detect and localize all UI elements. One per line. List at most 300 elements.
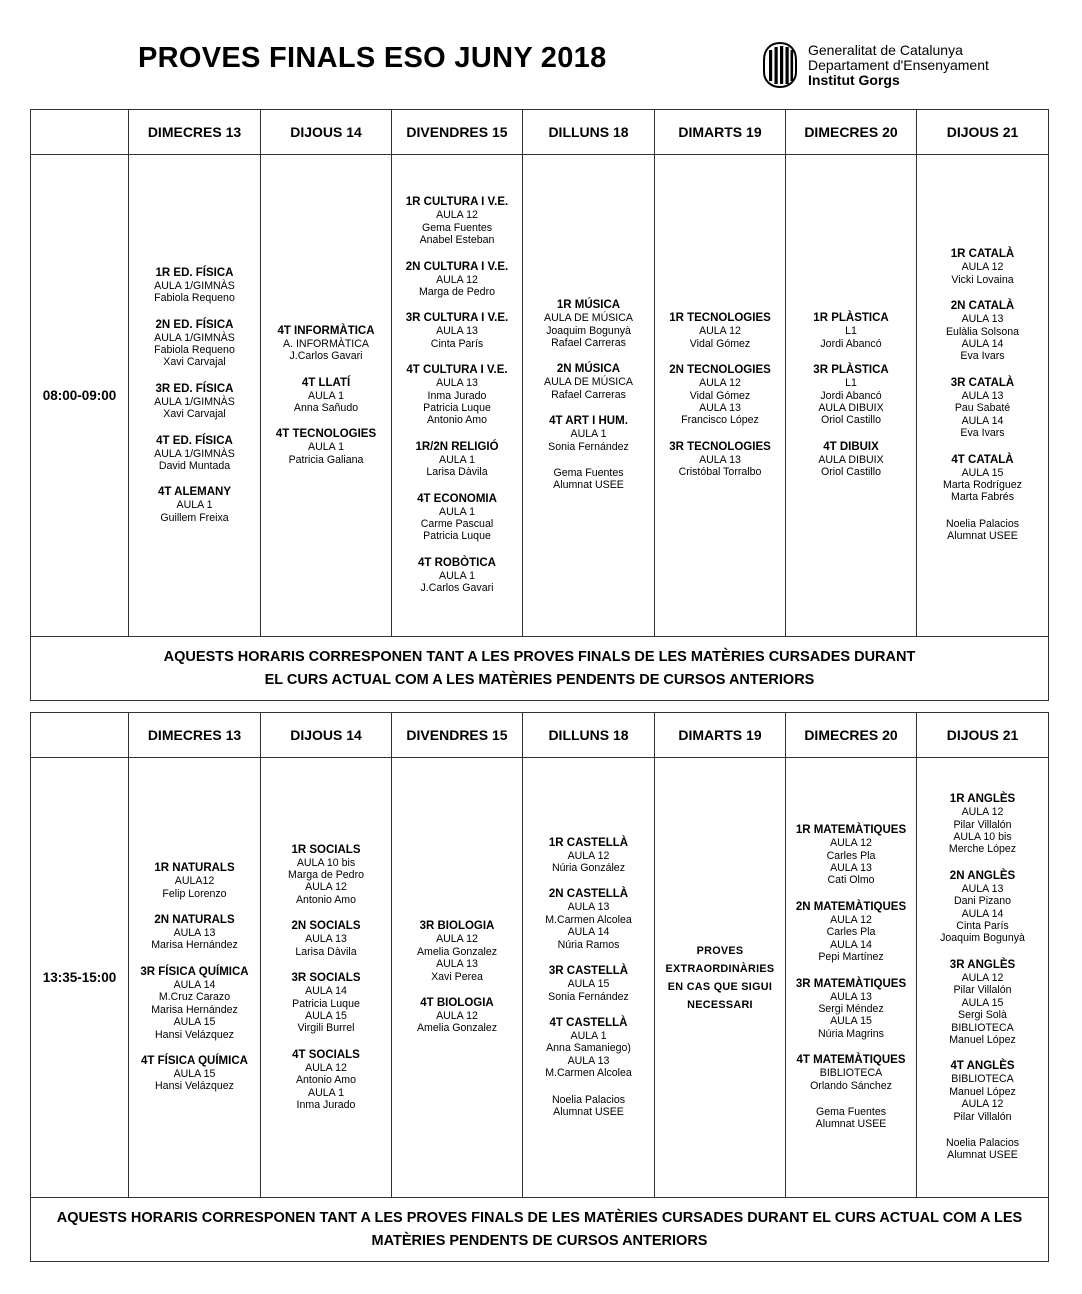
day-header: DILLUNS 18 [523, 110, 655, 155]
entry-gap [261, 906, 391, 920]
exam-detail: AULA 13 [567, 901, 610, 914]
exam-subject: 4T CASTELLÀ [549, 1016, 628, 1029]
exam-subject: 2N ANGLÈS [949, 869, 1016, 882]
exam-subject: 1R ANGLÈS [949, 793, 1016, 806]
exam-detail: AULA 15 [830, 1015, 872, 1028]
exam-detail: Carles Pla [826, 926, 876, 939]
entry-gap [392, 479, 522, 493]
exam-detail: AULA 1 [308, 389, 344, 402]
exam-subject: 4T LLATÍ [301, 376, 351, 389]
exam-detail: Marisa Hernández [151, 1003, 238, 1016]
exam-detail: Cinta París [956, 920, 1009, 933]
exam-detail: AULA 12 [830, 913, 872, 926]
exam-subject: 1R MÚSICA [556, 299, 621, 312]
entry-gap [261, 958, 391, 972]
note-row [31, 1198, 1049, 1262]
exam-subject: 4T SOCIALS [292, 1048, 360, 1061]
exam-detail: AULA 12 [436, 933, 478, 946]
exam-detail: Anna Samaniego) [546, 1042, 631, 1055]
exam-detail: Merche López [948, 843, 1017, 856]
exam-detail: Marta Rodríguez [943, 478, 1022, 491]
exam-cell [392, 155, 523, 637]
entry-gap [392, 427, 522, 441]
entry-gap [523, 401, 654, 415]
exam-detail: Noelia Palacios [945, 1136, 1020, 1149]
exam-subject: 4T ALEMANY [157, 486, 232, 499]
exam-subject: 1R NATURALS [154, 862, 235, 875]
exam-detail: BIBLIOTECA [819, 1067, 883, 1080]
exam-detail: AULA 14 [961, 907, 1004, 920]
exam-detail: Joaquim Bogunyà [940, 932, 1025, 945]
exam-detail: Carles Pla [826, 849, 876, 862]
exam-detail: AULA 1 [570, 1029, 607, 1042]
exam-detail: Hansi Velázquez [155, 1080, 234, 1093]
entry-gap [392, 983, 522, 997]
exam-detail: Alumnat USEE [553, 479, 624, 492]
extraordinary-line: PROVES [696, 944, 744, 957]
exam-detail: AULA 14 [173, 978, 216, 991]
exam-subject: 3R MATEMÀTIQUES [795, 977, 907, 990]
exam-cell [129, 758, 261, 1198]
entry-gap [786, 887, 916, 901]
exam-detail: AULA 15 [961, 996, 1004, 1009]
exam-detail: Marga de Pedro [419, 285, 495, 298]
exam-detail: AULA 1 [570, 428, 607, 441]
entry-gap [129, 421, 260, 435]
exam-detail: AULA 13 [436, 325, 478, 338]
exam-subject: 2N CASTELLÀ [548, 888, 629, 901]
exam-detail: Joaquim Bogunyà [546, 324, 631, 337]
entry-gap [917, 856, 1048, 870]
exam-detail: AULA 1/GIMNÀS [154, 279, 235, 292]
exam-detail: J.Carlos Gavari [289, 350, 363, 363]
exam-subject: 1R/2N RELIGIÓ [415, 440, 499, 453]
exam-detail: AULA 13 [830, 990, 872, 1003]
exam-subject: 4T ECONOMIA [417, 492, 497, 505]
entry-gap [917, 286, 1048, 300]
entry-gap [392, 247, 522, 261]
exam-detail: Gema Fuentes [815, 1105, 887, 1118]
exam-detail: AULA 1 [176, 499, 213, 512]
exam-subject: 3R TECNOLOGIES [669, 440, 771, 453]
day-header: DIMECRES 20 [786, 713, 917, 758]
exam-cell [523, 155, 655, 637]
day-header: DILLUNS 18 [523, 713, 655, 758]
exam-detail: AULA 12 [436, 209, 478, 222]
exam-detail: AULA 14 [567, 926, 610, 939]
institution-logo [762, 42, 989, 90]
exam-detail: Pau Sabaté [954, 402, 1011, 415]
exam-detail: AULA 13 [305, 933, 347, 946]
exam-detail: AULA 13 [436, 958, 478, 971]
time-slot-label: 13:35-15:00 [31, 758, 129, 1198]
exam-detail: Alumnat USEE [815, 1118, 887, 1131]
day-header: DIMECRES 13 [129, 713, 261, 758]
exam-detail: AULA 1/GIMNÀS [154, 331, 235, 344]
exam-detail: Antonio Amo [295, 1074, 357, 1087]
exam-cell [917, 155, 1049, 637]
extraordinary-line: EN CAS QUE SIGUI [667, 980, 773, 993]
entry-gap [129, 305, 260, 319]
entry-gap [523, 951, 654, 965]
exam-detail: Pilar Villalón [953, 818, 1012, 831]
exam-subject: 4T ED. FÍSICA [156, 434, 233, 447]
exam-detail: AULA 10 bis [296, 856, 356, 869]
corner-cell [31, 713, 129, 758]
entry-gap [129, 472, 260, 486]
exam-subject: 1R ED. FÍSICA [155, 266, 234, 279]
exam-detail: AULA DIBUIX [818, 402, 884, 414]
entry-gap [786, 427, 916, 441]
exam-subject: 4T INFORMÀTICA [277, 324, 375, 337]
entry-gap [129, 1041, 260, 1055]
exam-detail: Patricia Luque [292, 997, 360, 1010]
exam-cell [392, 758, 523, 1198]
exam-detail: Alumnat USEE [947, 1149, 1018, 1162]
exam-subject: 2N SOCIALS [291, 920, 361, 933]
day-header: DIVENDRES 15 [392, 713, 523, 758]
exam-detail: Antonio Amo [426, 414, 488, 427]
exam-detail: AULA 13 [436, 377, 478, 390]
exam-subject: 3R BIOLOGIA [419, 920, 495, 933]
exam-detail: AULA 1 [308, 441, 344, 454]
exam-detail: Núria Ramos [557, 938, 620, 951]
exam-subject: 4T ANGLÈS [950, 1060, 1015, 1073]
note-row [31, 637, 1049, 701]
exam-subject: 1R CATALÀ [950, 248, 1015, 261]
entry-gap [917, 1123, 1048, 1137]
exam-subject: 3R CATALÀ [950, 376, 1015, 389]
extraordinary-exams-cell [655, 758, 786, 1198]
entry-gap [392, 543, 522, 557]
exam-detail: Pepi Martínez [818, 951, 884, 964]
exam-detail: AULA 1/GIMNÀS [154, 447, 235, 460]
exam-detail: Xavi Perea [431, 970, 483, 983]
exam-cell [129, 155, 261, 637]
exam-subject: 2N CULTURA I V.E. [405, 260, 509, 273]
exam-detail: Rafael Carreras [551, 336, 626, 349]
exam-subject: 4T TECNOLOGIES [275, 428, 377, 441]
day-header: DIMARTS 19 [655, 713, 786, 758]
exam-cell [786, 758, 917, 1198]
exam-detail: Oriol Castillo [820, 414, 882, 427]
day-header: DIJOUS 14 [261, 110, 392, 155]
exam-detail: Antonio Amo [295, 893, 357, 906]
entry-gap [523, 874, 654, 888]
exam-detail: AULA DE MÚSICA [544, 312, 633, 325]
exam-detail: AULA 1 [439, 453, 475, 466]
entry-gap [786, 1040, 916, 1054]
exam-detail: AULA 1 [439, 505, 475, 518]
exam-detail: Xavi Carvajal [163, 356, 226, 369]
exam-detail: Jordi Abancó [820, 337, 882, 350]
exam-detail: Patricia Galiana [288, 453, 364, 466]
exam-cell [655, 155, 786, 637]
exam-detail: AULA 12 [830, 837, 872, 850]
exam-detail: Anabel Esteban [419, 234, 495, 247]
day-header: DIJOUS 14 [261, 713, 392, 758]
entry-gap [261, 363, 391, 377]
exam-detail: AULA 13 [961, 882, 1004, 895]
exam-subject: 2N CATALÀ [950, 300, 1015, 313]
exam-detail: Carme Pascual [420, 518, 494, 531]
exam-detail: Vidal Gómez [689, 337, 751, 350]
exam-detail: Núria Magrins [818, 1027, 884, 1040]
exam-detail: Jordi Abancó [820, 389, 882, 402]
page-title: PROVES FINALS ESO JUNY 2018 [138, 42, 607, 74]
exam-detail: AULA 14 [961, 414, 1004, 427]
logo-line-government: Generalitat de Catalunya [808, 42, 963, 58]
exam-detail: AULA 14 [961, 338, 1004, 351]
exam-detail: AULA 13 [961, 389, 1004, 402]
afternoon-exam-row [31, 758, 1049, 1198]
day-header: DIMECRES 13 [129, 110, 261, 155]
exam-detail: Alumnat USEE [947, 530, 1018, 543]
exam-cell [917, 758, 1049, 1198]
exam-detail: AULA 15 [567, 978, 610, 991]
exam-detail: Inma Jurado [296, 1098, 356, 1111]
exam-detail: AULA 12 [567, 849, 610, 862]
exam-detail: Cati Olmo [827, 874, 875, 887]
exam-subject: 1R MATEMÀTIQUES [795, 824, 907, 837]
exam-detail: AULA 12 [961, 971, 1004, 984]
exam-detail: Manuel López [949, 1085, 1016, 1098]
day-header: DIVENDRES 15 [392, 110, 523, 155]
entry-gap [129, 952, 260, 966]
exam-detail: David Muntada [158, 460, 231, 473]
exam-detail: Gema Fuentes [421, 221, 493, 234]
exam-detail: Oriol Castillo [820, 466, 882, 479]
exam-detail: AULA12 [174, 875, 215, 888]
entry-gap [523, 349, 654, 363]
exam-subject: 3R ANGLÈS [949, 958, 1016, 971]
exam-detail: AULA 12 [305, 881, 347, 894]
exam-detail: Manuel López [949, 1033, 1016, 1046]
exam-subject: 2N NATURALS [154, 914, 235, 927]
day-header: DIMARTS 19 [655, 110, 786, 155]
note-line: AQUESTS HORARIS CORRESPONEN TANT A LES PROVES FINALS DE LES MATÈRIES CURSADES DURANT EL CURS ACTUAL COM A LES [56, 1209, 1023, 1226]
entry-gap [129, 369, 260, 383]
exam-subject: 3R FÍSICA QUÍMICA [140, 965, 249, 978]
exam-detail: AULA 12 [305, 1061, 347, 1074]
exam-detail: L1 [845, 325, 857, 338]
exam-subject: 4T MATEMÀTIQUES [796, 1054, 906, 1067]
exam-cell [523, 758, 655, 1198]
exam-detail: Larisa Dàvila [295, 945, 357, 958]
exam-detail: AULA 12 [961, 806, 1004, 819]
exam-detail: AULA 13 [173, 927, 216, 940]
exam-detail: AULA 14 [830, 938, 872, 951]
exam-detail: A. INFORMÀTICA [283, 337, 369, 350]
exam-subject: 4T FÍSICA QUÍMICA [141, 1054, 248, 1067]
entry-gap [655, 427, 785, 441]
exam-cell [261, 758, 392, 1198]
exam-detail: Fabiola Requeno [154, 292, 235, 305]
exam-detail: Núria González [551, 862, 625, 875]
entry-gap [523, 1003, 654, 1017]
exam-detail: Guillem Freixa [160, 511, 229, 524]
exam-detail: AULA 10 bis [953, 831, 1012, 844]
exam-detail: Xavi Carvajal [163, 408, 226, 421]
exam-detail: Marisa Hernández [151, 939, 238, 952]
extraordinary-line: NECESSARI [687, 998, 753, 1011]
exam-detail: BIBLIOTECA [951, 1021, 1014, 1034]
entry-gap [655, 350, 785, 364]
exam-detail: Dani Pizano [953, 895, 1012, 908]
exam-subject: 3R ED. FÍSICA [155, 382, 234, 395]
morning-schedule-table [30, 109, 1049, 701]
exam-detail: Noelia Palacios [551, 1093, 626, 1106]
exam-detail: Patricia Luque [423, 530, 491, 543]
exam-detail: Vidal Gómez [689, 389, 751, 402]
exam-detail: AULA 15 [173, 1016, 216, 1029]
exam-detail: Francisco López [681, 414, 759, 427]
exam-subject: 2N MÚSICA [556, 363, 621, 376]
exam-detail: AULA 13 [699, 453, 741, 466]
exam-detail: AULA 15 [961, 466, 1004, 479]
exam-detail: Rafael Carreras [551, 388, 626, 401]
note-line: MATÈRIES PENDENTS DE CURSOS ANTERIORS [371, 1232, 708, 1249]
entry-gap [917, 1046, 1048, 1060]
exam-detail: AULA 1 [439, 569, 475, 582]
extraordinary-line: EXTRAORDINÀRIES [665, 962, 775, 975]
exam-detail: AULA DE MÚSICA [544, 376, 633, 389]
exam-detail: Marta Fabrés [951, 491, 1014, 504]
exam-detail: Sonia Fernández [548, 990, 629, 1003]
exam-detail: Inma Jurado [427, 389, 487, 402]
entry-gap [786, 964, 916, 978]
exam-detail: AULA 13 [961, 313, 1004, 326]
corner-cell [31, 110, 129, 155]
exam-cell [261, 155, 392, 637]
exam-detail: BIBLIOTECA [951, 1073, 1014, 1086]
exam-subject: 4T DIBUIX [823, 440, 879, 453]
exam-detail: Amelia Gonzalez [416, 945, 498, 958]
exam-subject: 4T BIOLOGIA [420, 996, 494, 1009]
exam-detail: Eva Ivars [960, 427, 1005, 440]
exam-detail: J.Carlos Gavari [420, 582, 494, 595]
exam-detail: AULA 15 [305, 1009, 347, 1022]
exam-detail: AULA 12 [436, 1009, 478, 1022]
exam-detail: Marga de Pedro [288, 869, 364, 882]
exam-detail: Eva Ivars [960, 350, 1005, 363]
exam-detail: Vicki Lovaina [951, 273, 1014, 286]
morning-exam-row [31, 155, 1049, 637]
exam-subject: 1R CULTURA I V.E. [405, 196, 509, 209]
exam-detail: Fabiola Requeno [154, 343, 235, 356]
exam-detail: Gema Fuentes [553, 467, 624, 480]
exam-subject: 1R CASTELLÀ [548, 836, 629, 849]
exam-detail: Cristóbal Torralbo [678, 466, 762, 479]
exam-subject: 4T CATALÀ [951, 453, 1014, 466]
exam-detail: Orlando Sánchez [810, 1079, 892, 1092]
entry-gap [392, 298, 522, 312]
day-header: DIMECRES 20 [786, 110, 917, 155]
generalitat-logo-icon [762, 42, 798, 88]
exam-detail: M.Cruz Carazo [158, 991, 231, 1004]
exam-subject: 2N MATEMÀTIQUES [795, 900, 907, 913]
exam-detail: AULA 13 [830, 862, 872, 875]
exam-detail: Alumnat USEE [553, 1105, 624, 1118]
exam-subject: 3R SOCIALS [291, 972, 361, 985]
entry-gap [917, 440, 1048, 454]
exam-detail: AULA 15 [173, 1067, 216, 1080]
schedule-note [31, 637, 1049, 701]
exam-subject: 1R SOCIALS [291, 843, 361, 856]
entry-gap [261, 414, 391, 428]
entry-gap [523, 453, 654, 467]
note-line: AQUESTS HORARIS CORRESPONEN TANT A LES PROVES FINALS DE LES MATÈRIES CURSADES DURANT [163, 648, 916, 665]
exam-detail: Pilar Villalón [953, 1110, 1012, 1123]
exam-detail: L1 [845, 377, 857, 390]
exam-subject: 3R PLÀSTICA [813, 364, 889, 377]
exam-detail: Patricia Luque [423, 402, 491, 414]
note-line: EL CURS ACTUAL COM A LES MATÈRIES PENDENTS DE CURSOS ANTERIORS [264, 671, 815, 688]
entry-gap [917, 945, 1048, 959]
entry-gap [523, 1080, 654, 1094]
entry-gap [786, 1092, 916, 1106]
exam-subject: 1R PLÀSTICA [813, 312, 889, 325]
afternoon-schedule-table [30, 712, 1049, 1262]
exam-detail: Felip Lorenzo [162, 887, 227, 900]
exam-subject: 4T CULTURA I V.E. [406, 364, 508, 377]
exam-subject: 1R TECNOLOGIES [669, 312, 771, 325]
exam-subject: 2N ED. FÍSICA [155, 318, 234, 331]
exam-subject: 2N TECNOLOGIES [669, 364, 771, 377]
entry-gap [917, 363, 1048, 377]
schedule-note [31, 1198, 1049, 1262]
day-header-row [31, 110, 1049, 155]
exam-subject: 4T ART I HUM. [549, 415, 628, 428]
exam-detail: Pilar Villalón [953, 984, 1012, 997]
entry-gap [261, 1035, 391, 1049]
day-header: DIJOUS 21 [917, 713, 1049, 758]
exam-detail: Sergi Solà [958, 1009, 1007, 1022]
exam-detail: Amelia Gonzalez [416, 1022, 498, 1035]
exam-detail: Noelia Palacios [945, 517, 1020, 530]
exam-detail: AULA 12 [961, 1098, 1004, 1111]
exam-detail: Anna Sañudo [293, 402, 359, 414]
exam-detail: AULA 14 [305, 985, 347, 998]
exam-detail: Larisa Dàvila [426, 466, 488, 479]
day-header-row [31, 713, 1049, 758]
exam-detail: AULA 12 [699, 377, 741, 390]
exam-subject: 3R CASTELLÀ [548, 965, 629, 978]
exam-detail: AULA DIBUIX [818, 453, 884, 466]
exam-detail: M.Carmen Alcolea [545, 1067, 632, 1080]
exam-subject: 4T ROBÒTICA [418, 556, 496, 569]
entry-gap [392, 350, 522, 364]
time-slot-label: 08:00-09:00 [31, 155, 129, 637]
exam-detail: AULA 1/GIMNÀS [154, 395, 235, 408]
entry-gap [129, 900, 260, 914]
exam-detail: Cinta París [430, 337, 484, 350]
exam-detail: AULA 12 [699, 325, 741, 338]
entry-gap [917, 504, 1048, 518]
exam-detail: Virgili Burrel [297, 1022, 355, 1035]
exam-detail: M.Carmen Alcolea [545, 913, 632, 926]
exam-detail: AULA 13 [699, 402, 741, 414]
exam-detail: Hansi Velázquez [155, 1028, 234, 1041]
exam-detail: Sergi Méndez [818, 1002, 884, 1015]
exam-detail: AULA 12 [961, 261, 1004, 274]
logo-line-department: Departament d'Ensenyament [808, 57, 989, 73]
exam-cell [786, 155, 917, 637]
logo-line-institute: Institut Gorgs [808, 72, 900, 88]
exam-detail: AULA 12 [436, 273, 478, 286]
entry-gap [786, 350, 916, 364]
exam-detail: Sonia Fernández [548, 440, 629, 453]
